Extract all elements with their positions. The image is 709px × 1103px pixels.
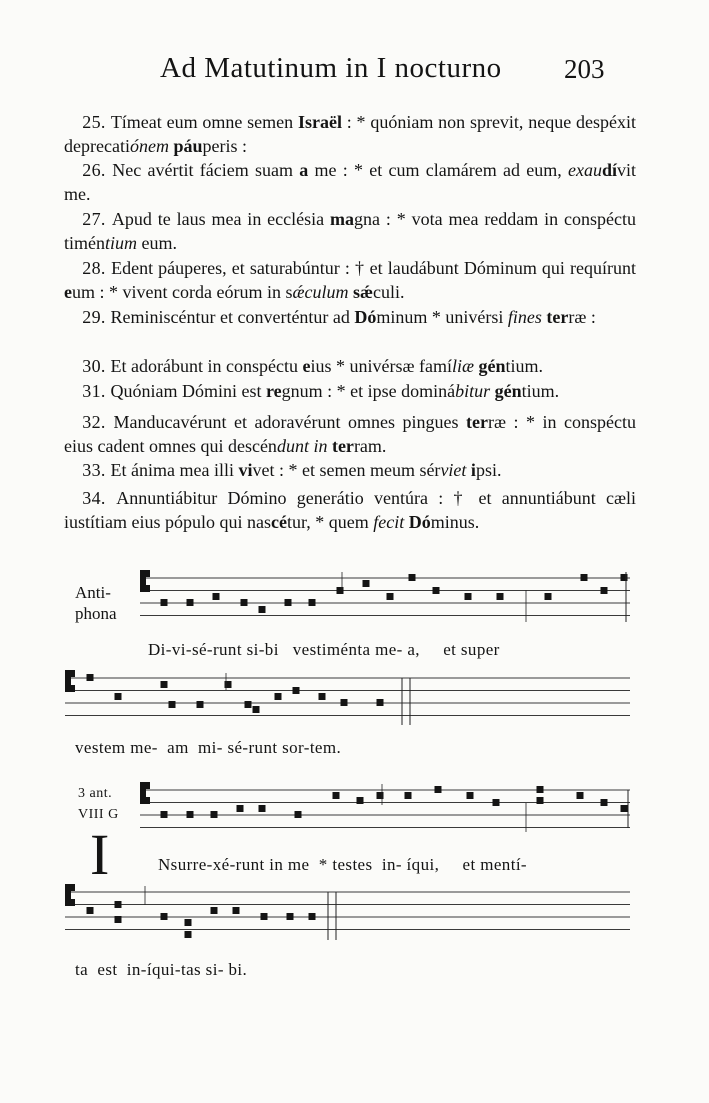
verse-text: minus. [430,512,480,532]
italic-syllable: ónem [129,136,169,156]
page-header [0,48,709,98]
neume-note [465,593,472,600]
neume-note [115,693,122,700]
verse-number: 26. [64,160,113,180]
neume-note [259,805,266,812]
neume-note [115,901,122,908]
neume-note [357,797,364,804]
neume-note [261,913,268,920]
neume-note [435,786,442,793]
neume-note [187,599,194,606]
neume-note [87,674,94,681]
page-number: 203 [564,54,605,84]
neume-note [409,574,416,581]
verse-text: Quóniam Dómini est [110,381,266,401]
neume-note [377,792,384,799]
psalm-verse [64,158,636,206]
verse-text: ræ : [568,307,596,327]
neume-note [287,913,294,920]
c-clef-icon [145,797,150,804]
verse-text: tium. [505,356,543,376]
italic-syllable: ǽculum [292,282,349,302]
accent-syllable: Dó [408,512,431,532]
verse-text: ram. [353,436,387,456]
neume-note [161,599,168,606]
neume-note [253,706,260,713]
neume-note [161,811,168,818]
accent-syllable: gén [494,381,522,401]
neume-note [601,799,608,806]
accent-syllable: páu [173,136,203,156]
psalm-verse [64,410,636,458]
neume-note [245,701,252,708]
neume-note [293,687,300,694]
neume-note [233,907,240,914]
neume-note [187,811,194,818]
neume-note [213,593,220,600]
third-antiphon-label-line2: VIII G [78,807,119,822]
antiphon-lyrics-line1: Di-vi-sé-runt si-bi vestiménta me- a, et super [148,640,500,659]
neume-note [577,792,584,799]
neume-note [333,792,340,799]
neume-note [319,693,326,700]
neume-note [493,799,500,806]
italic-syllable: tium [105,233,138,253]
verse-number: 28. [64,258,112,278]
neume-note [285,599,292,606]
accent-syllable: re [266,381,282,401]
third-antiphon-label-line1: 3 ant. [78,786,113,801]
italic-syllable: fecit [373,512,405,532]
psalm-verse [64,256,636,304]
verse-text: Reminiscéntur et converténtur ad [110,307,355,327]
accent-syllable: ter [546,307,569,327]
verse-text: me : * et cum clamárem ad eum, [308,160,568,180]
italic-syllable: exau [568,160,602,180]
verse-text: um : * vivent corda eórum in s [72,282,293,302]
neume-note [405,792,412,799]
c-clef-icon [65,884,71,906]
neume-note [433,587,440,594]
verse-text: vet : * et semen meum sér [252,460,441,480]
neume-note [537,797,544,804]
italic-syllable: fines [507,307,542,327]
neume-note [621,805,628,812]
psalm-verse [64,207,636,255]
verse-text: minum * univérsi [376,307,508,327]
verse-number: 30. [64,356,111,376]
c-clef-icon [65,670,71,692]
accent-syllable: e [64,282,72,302]
accent-syllable: i [470,460,476,480]
antiphon-label [75,582,117,624]
accent-syllable: a [299,160,309,180]
neume-note [363,580,370,587]
accent-syllable: ma [330,209,355,229]
verse-number: 33. [64,460,111,480]
neume-note [387,593,394,600]
neume-note [295,811,302,818]
neume-note [309,599,316,606]
accent-syllable: e [302,356,311,376]
neume-note [161,913,168,920]
verse-text: eum. [137,233,178,253]
verse-text: tur, * quem [286,512,374,532]
verse-text: psi. [475,460,502,480]
neume-note [169,701,176,708]
verse-number: 29. [64,307,111,327]
third-antiphon-lyrics-line1: Nsurre-xé-runt in me * testes in- íqui, et mentí- [158,855,527,874]
accent-syllable: Israël [297,112,342,132]
neume-note [259,606,266,613]
c-clef-icon [70,884,75,891]
neume-note [197,701,204,708]
verse-number: 27. [64,209,112,229]
italic-syllable: liæ [451,356,474,376]
neume-note [601,587,608,594]
neume-note [211,811,218,818]
italic-syllable: bitur [455,381,491,401]
neume-note [87,907,94,914]
neume-note [337,587,344,594]
accent-syllable: dí [601,160,617,180]
c-clef-icon [70,670,75,677]
drop-initial: I [90,822,110,887]
verse-text: ius * univérsæ famí [310,356,452,376]
verse-number: 25. [64,112,111,132]
accent-syllable: sǽ [352,282,373,302]
c-clef-icon [70,685,75,692]
antiphon-lyrics-line2: vestem me- am mi- sé-runt sor-tem. [75,738,342,757]
italic-syllable: viet [440,460,467,480]
neume-note [377,699,384,706]
psalm-verse [64,305,636,329]
verse-text: Annuntiábitur Dómino generátio ventúra : † et annuntiábunt cæli iustítiam eius pópulo qui nas [64,488,636,532]
psalm-verse [64,486,636,534]
neume-note [537,786,544,793]
verse-text: Et ánima mea illi [110,460,239,480]
verse-number: 34. [64,488,117,508]
neume-note [161,681,168,688]
verse-text: : * quóniam non sprevit, neque despéxit deprecati [64,112,636,156]
verse-text: gna : * vota mea reddam in conspéctu timén [64,209,637,253]
neume-note [545,593,552,600]
neume-note [115,916,122,923]
verse-text: Apud te laus mea in ecclésia [111,209,331,229]
accent-syllable: ter [331,436,354,456]
c-clef-icon [145,570,150,577]
accent-syllable: ter [465,412,488,432]
neume-note [467,792,474,799]
neume-note [241,599,248,606]
verse-number: 32. [64,412,114,432]
verse-text: Et adorábunt in conspéctu [110,356,303,376]
verse-text: ræ : * in conspéctu eius cadent omnes qui descén [64,412,636,456]
third-antiphon-lyrics-line2: ta est in-íqui-tas si- bi. [75,960,248,979]
verse-text: Manducavérunt et adoravérunt omnes pingues [113,412,466,432]
neume-note [185,919,192,926]
c-clef-icon [140,570,146,592]
neume-note [225,681,232,688]
verse-number: 31. [64,381,111,401]
neume-note [341,699,348,706]
neume-note [275,693,282,700]
accent-syllable: cé [271,512,287,532]
verse-text: culi. [372,282,405,302]
psalm-verse [64,110,636,158]
c-clef-icon [70,899,75,906]
accent-syllable: Dó [354,307,377,327]
verse-text: Tímeat eum omne semen [110,112,298,132]
verse-text: tium. [521,381,560,401]
psalm-verse [64,379,636,403]
third-antiphon-label [78,783,119,825]
accent-syllable: vi [238,460,253,480]
neume-note [211,907,218,914]
verse-text: peris : [202,136,247,156]
running-title: Ad Matutinum in I nocturno [160,52,502,84]
antiphon-label-line1: Anti- [75,583,111,602]
neume-note [237,805,244,812]
neume-note [185,931,192,938]
antiphon-label-line2: phona [75,604,117,623]
neume-note [621,574,628,581]
c-clef-icon [145,782,150,789]
accent-syllable: gén [478,356,506,376]
neume-note [497,593,504,600]
verse-text: vit me. [64,160,637,204]
verse-text: Nec avértit fáciem suam [112,160,300,180]
italic-syllable: dunt in [276,436,328,456]
psalm-verse [64,458,636,482]
c-clef-icon [140,782,146,804]
verse-text: Edent páuperes, et saturabúntur : † et laudábunt Dóminum qui requírunt [111,258,636,278]
psalm-verse [64,354,636,378]
c-clef-icon [145,585,150,592]
neume-note [581,574,588,581]
verse-text: gnum : * et ipse dominá [281,381,456,401]
neume-note [309,913,316,920]
